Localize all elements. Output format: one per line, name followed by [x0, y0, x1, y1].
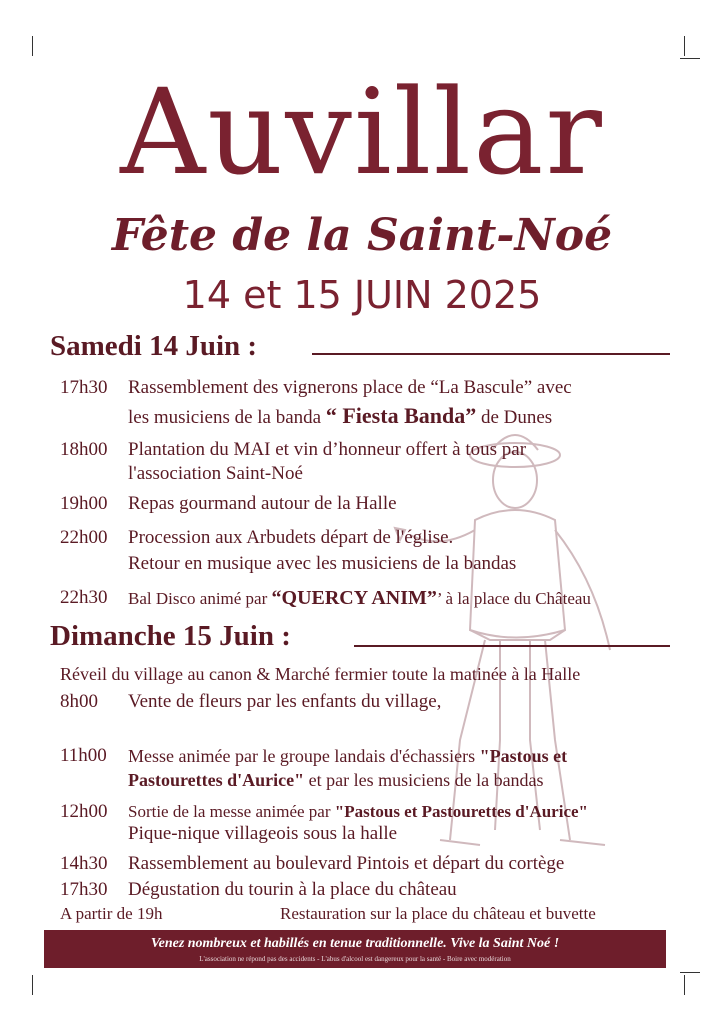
event-text: Pastourettes d'Aurice" et par les musiciens de la bandas: [128, 770, 544, 790]
crop-mark: [684, 975, 685, 995]
sunday-heading: Dimanche 15 Juin :: [50, 620, 291, 652]
saturday-underline: [312, 353, 670, 355]
crop-mark: [32, 975, 33, 995]
event-time: 22h30: [60, 587, 108, 608]
event-text: Plantation du MAI et vin d’honneur offert à tous par: [128, 439, 527, 460]
event-time: 11h00: [60, 745, 107, 766]
crop-mark: [680, 58, 700, 59]
crop-mark: [32, 36, 33, 56]
banner-disclaimer: L'association ne répond pas des accidents - L'abus d'alcool est dangereux pour la santé - Boire avec modération: [199, 955, 511, 963]
event-text: Sortie de la messe animée par "Pastous et Pastourettes d'Aurice": [128, 802, 588, 821]
event-text: Procession aux Arbudets départ de l'église.: [128, 527, 454, 548]
event-text: Vente de fleurs par les enfants du village,: [128, 691, 442, 712]
event-time: 22h00: [60, 527, 108, 548]
footer-banner: [44, 930, 666, 968]
event-time: 17h30: [60, 879, 108, 900]
subtitle: Fête de la Saint-Noé: [111, 210, 613, 261]
event-time: 19h00: [60, 493, 108, 514]
event-text: Bal Disco animé par “QUERCY ANIM”’ à la place du Château: [128, 587, 591, 609]
event-time: A partir de 19h: [60, 904, 163, 923]
event-text: Rassemblement des vignerons place de “La Bascule” avec: [128, 377, 572, 398]
crop-mark: [680, 972, 700, 973]
banner-message: Venez nombreux et habillés en tenue traditionnelle. Vive la Saint Noé !: [150, 936, 560, 951]
reveil-text: Réveil du village au canon & Marché fermier toute la matinée à la Halle: [60, 664, 581, 684]
event-text: Dégustation du tourin à la place du château: [128, 879, 457, 900]
event-time: 12h00: [60, 801, 108, 822]
crop-mark: [684, 36, 685, 56]
event-text: l'association Saint-Noé: [128, 463, 303, 484]
event-time: 18h00: [60, 439, 108, 460]
event-dates: 14 et 15 JUIN 2025: [182, 273, 542, 317]
event-text: Pique-nique villageois sous la halle: [128, 823, 398, 844]
saturday-heading: Samedi 14 Juin :: [50, 330, 258, 362]
sunday-underline: [354, 645, 670, 647]
event-text: Messe animée par le groupe landais d'échassiers "Pastous et: [128, 746, 568, 766]
title: Auvillar: [120, 63, 604, 201]
event-time: 17h30: [60, 377, 108, 398]
event-text: Rassemblement au boulevard Pintois et départ du cortège: [128, 853, 565, 874]
event-text: Restauration sur la place du château et buvette: [280, 904, 596, 923]
event-time: 14h30: [60, 853, 108, 874]
event-time: 8h00: [60, 691, 98, 712]
event-text: Retour en musique avec les musiciens de la bandas: [128, 553, 517, 574]
event-text: les musiciens de la banda “ Fiesta Banda” de Dunes: [128, 403, 553, 428]
event-text: Repas gourmand autour de la Halle: [128, 493, 397, 514]
